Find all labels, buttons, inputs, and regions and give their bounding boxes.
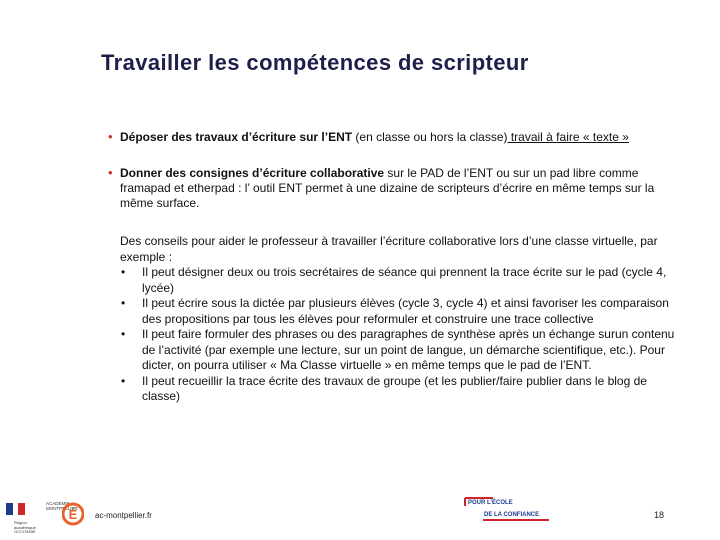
page-number: 18 — [654, 510, 665, 520]
bullet-deposer — [108, 130, 680, 145]
bullet-bold-text: Donner des consignes d’écriture collaborative — [120, 166, 385, 180]
list-item-text: Il peut désigner deux ou trois secrétaires de séance qui prennent la trace écrite sur le pad (cycle 4, lycée) — [142, 265, 667, 295]
svg-text:É: É — [68, 507, 78, 522]
list-marker: • — [121, 373, 126, 388]
list-item-text: Il peut faire formuler des phrases ou des paragraphes de synthèse après un échange surun contenu de l’activité (par exemple une lecture, sur un point de langue, un démarche scientifique, etc.). Pour dicter, on pourra utiliser « Ma Classe virtuelle » en même temps que le pad de l’ENT. — [142, 327, 675, 372]
list-item — [120, 296, 675, 327]
conseils-block — [120, 234, 675, 405]
list-item-text: Il peut recueillir la trace écrite des travaux de groupe (et les publier/faire publier dans le blog de classe) — [142, 373, 647, 403]
bullet-marker: • — [108, 165, 113, 180]
confiance-line1: POUR L’ÉCOLE — [468, 500, 513, 506]
bullet-bold-text: Déposer des travaux d’écriture sur l’ENT — [120, 130, 353, 144]
conseils-intro: Des conseils pour aider le professeur à travailler l’écriture collaborative lors d’une classe virtuelle, par exemple : — [120, 234, 658, 264]
bullet-normal-text: (en classe ou hors la classe) — [352, 130, 508, 144]
academie-e-logo-icon — [62, 500, 84, 526]
list-marker: • — [121, 327, 126, 341]
bullet-marker: • — [108, 129, 113, 144]
marianne-flag-icon — [6, 503, 28, 515]
list-marker: • — [121, 296, 126, 310]
list-item — [120, 374, 675, 405]
list-item — [120, 327, 675, 374]
academie-text: ACADÉMIE MONTPELLIER — [46, 501, 78, 511]
conseils-list — [120, 265, 675, 405]
bullet-consignes — [108, 166, 680, 211]
slide-title: Travailler les compétences de scripteur — [101, 50, 529, 75]
list-marker: • — [121, 265, 126, 279]
academie-url[interactable]: ac-montpellier.fr — [95, 511, 152, 520]
bullet-text — [108, 166, 665, 211]
confiance-line2: DE LA CONFIANCE — [484, 512, 540, 518]
list-item — [120, 265, 675, 296]
list-item-text: Il peut écrire sous la dictée par plusieurs élèves (cycle 3, cycle 4) et ainsi favoriser les comparaison des propositions par tous les élèves pour reformuler et construire une trace collective — [142, 296, 669, 326]
travail-a-faire-link[interactable]: travail à faire « texte » — [507, 130, 629, 144]
region-academique-text: Région académique OCCITANIE — [14, 520, 36, 534]
bullet-normal-text: sur le PAD de l’ENT ou sur un pad libre comme framapad et etherpad : l’ outil ENT permet à une dizaine de scripteurs d’écrire en même temps sur la même surface. — [120, 166, 655, 210]
bullet-text — [108, 130, 680, 145]
